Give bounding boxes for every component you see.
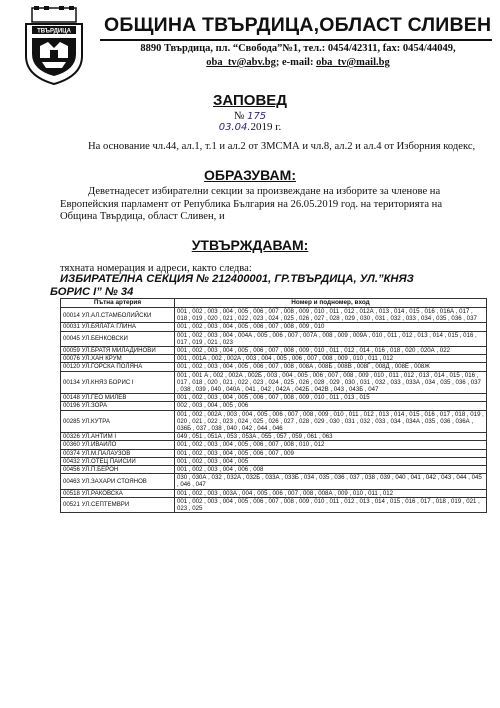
email-separator: ; e-mail:	[275, 57, 317, 68]
order-number-value: 175	[247, 111, 267, 122]
street-cell: 00521 УЛ.СЕПТЕМВРИ	[61, 497, 175, 512]
street-cell: 00456 УЛ.П.БЕРОН	[61, 466, 175, 474]
order-date	[0, 121, 500, 133]
street-cell: 00463 УЛ.ЗАХАРИ СТОЯНОВ	[61, 474, 175, 489]
street-cell: 00148 УЛ.ГЕО МИЛЕВ	[61, 394, 175, 402]
table-row	[61, 355, 487, 363]
street-cell: 00360 УЛ.ИВАЙЛО	[61, 441, 175, 449]
table-row	[61, 449, 487, 457]
table-row	[61, 308, 487, 323]
table-row	[61, 363, 487, 371]
table-row	[61, 441, 487, 449]
table-row	[61, 402, 487, 410]
numbers-cell: 001 , 002 , 003 , 003А , 004 , 005 , 006 , 007 , 008 , 008А , 009 , 010 , 011 , 012	[175, 489, 487, 497]
street-cell: 00059 УЛ.БРАТЯ МИЛАДИНОВИ	[61, 347, 175, 355]
svg-text:ТВЪРДИЦА: ТВЪРДИЦА	[37, 28, 71, 35]
streets-table	[60, 298, 487, 513]
order-date-suffix: 2019 г.	[250, 121, 282, 133]
numbers-cell: 001 , 002 , 003 , 004 , 005 , 006 , 007 , 008 , 009 , 010 , 011 , 012 , 012А , 013 , 014 , 015 , 016 , 016А , 017 , 018 , 019 , 020 , 021 , 022 , 023 , 024 , 025 , 026 , 027 , 028 , 029 , 030 , 031 , 032 , 033 , 034 , 035 , 036 , 037	[175, 308, 487, 323]
basis-paragraph: На основание чл.44, ал.1, т.1 и ал.2 от ЗМСМА и чл.8, ал.2 и ал.4 от Изборния кодекс,	[88, 141, 476, 152]
numbers-cell: 001 , 002 , 003 , 004 , 005 , 006 , 007 , 009	[175, 449, 487, 457]
table-row	[61, 489, 487, 497]
section-title-line2: БОРИС I” № 34	[50, 285, 134, 298]
section-title-line1: ИЗБИРАТЕЛНА СЕКЦИЯ № 212400001, ГР.ТВЪРДИЦА, УЛ.”КНЯЗ	[60, 273, 414, 285]
table-row	[61, 466, 487, 474]
col-numbers-header: Номер и подномер, вход	[175, 299, 487, 308]
street-cell: 00120 УЛ.ГОРСКА ПОЛЯНА	[61, 363, 175, 371]
intro-line: тяхната номерация и адреси, както следва:	[60, 263, 252, 274]
municipality-title: ОБЩИНА ТВЪРДИЦА,ОБЛАСТ СЛИВЕН	[104, 14, 492, 36]
street-cell: 00285 УЛ.КУТРА	[61, 410, 175, 433]
section-title	[50, 273, 490, 298]
header-address: 8890 Твърдица, пл. “Свобода”№1, тел.: 0454/42311, fax: 0454/44049,	[140, 43, 456, 54]
numbers-cell: 001 , 002 , 003 , 004 , 005 , 006 , 007 , 008 , 009 , 010 , 011 , 012 , 013 , 014 , 015 , 016 , 017 , 018 , 019 , 021 , 023 , 025	[175, 497, 487, 512]
col-street-header: Пътна артерия	[61, 299, 175, 308]
municipality-crest	[22, 6, 86, 86]
order-date-value: 03.04.	[218, 122, 251, 133]
street-cell: 00134 УЛ.КНЯЗ БОРИС I	[61, 371, 175, 394]
numbers-cell: 001 , 002 , 003 , 004 , 006 , 008	[175, 466, 487, 474]
order-title: ЗАПОВЕД	[212, 92, 287, 109]
street-cell: 00045 УЛ.БЕНКОВСКИ	[61, 331, 175, 346]
numbers-cell: 001 , 002 , 003 , 004 , 005 , 006 , 007 , 008 , 009 , 010	[175, 323, 487, 331]
street-cell: 00326 УЛ.АНТИМ I	[61, 433, 175, 441]
forms-paragraph: Деветнадесет избирателни секции за произвеждане на изборите за членове на Европейския парламент от Република България на 26.05.2019 год. на територията на Община Твърдица, област Сливен, и	[60, 186, 443, 222]
numbers-cell: 001 , 002 , 003 , 004 , 005 , 006 , 007 , 008 , 009 , 010 , 011 , 013 , 015	[175, 394, 487, 402]
street-cell: 00432 УЛ.ОТЕЦ ПАИСИЙ	[61, 457, 175, 465]
numbers-cell: 001 , 002 , 003 , 004 , 005 , 006 , 007 , 008 , 010 , 012	[175, 441, 487, 449]
table-row	[61, 347, 487, 355]
street-cell: 00196 УЛ.ЗОРА	[61, 402, 175, 410]
approve-heading: УТВЪРЖДАВАМ:	[191, 237, 309, 253]
forms-heading: ОБРАЗУВАМ:	[204, 167, 296, 183]
order-number-prefix: №	[233, 110, 248, 122]
table-row	[61, 371, 487, 394]
numbers-cell: 002 , 003 , 004 , 005 , 006	[175, 402, 487, 410]
table-row	[61, 433, 487, 441]
numbers-cell: 001 , 001А , 002 , 002А , 003 , 004 , 005 , 006 , 007 , 008 , 009 , 010 , 011 , 012	[175, 355, 487, 363]
street-cell: 00031 УЛ.БЯЛАТА ГЛИНА	[61, 323, 175, 331]
street-cell: 00374 УЛ.М.ПАЛАУЗОВ	[61, 449, 175, 457]
email-link-abv[interactable]: oba_tv@abv.bg	[206, 57, 276, 68]
numbers-cell: 001 , 001 А , 002 , 002А , 002Б , 003 , 004 , 005 , 006 , 007 , 008 , 009 , 010 , 011 , 012 , 013 , 014 , 015 , 016 , 017 , 018 , 020 , 021 , 022 , 023 , 024 , 025 , 026 , 028 , 029 , 030 , 031 , 032 , 033 , 033А , 034 , 035 , 036 , 037 , 038 , 039 , 040 , 040А , 041 , 042 , 042А , 042Б , 042В , 043 , 043Б , 047	[175, 371, 487, 394]
table-row	[61, 457, 487, 465]
street-cell: 00518 УЛ.РАКОВСКА	[61, 489, 175, 497]
header-emails	[102, 57, 494, 68]
numbers-cell: 049 , 051 , 051А , 053 , 053А , 055 , 057 , 059 , 061 , 063	[175, 433, 487, 441]
table-row	[61, 323, 487, 331]
numbers-cell: 001 , 002 , 002А , 003 , 004 , 005 , 006 , 007 , 008 , 009 , 010 , 011 , 012 , 013 , 014 , 015 , 016 , 017 , 018 , 019 , 020 , 021 , 022 , 023 , 024 , 025 , 026 , 027 , 028 , 029 , 030 , 031 , 032 , 033 , 034 , 034А , 035 , 036 , 036А , 036Б , 037 , 038 , 040 , 042 , 044 , 046	[175, 410, 487, 433]
numbers-cell: 030 , 030А , 032 , 032А , 032Б , 033А , 033Б , 034 , 035 , 036 , 037 , 038 , 039 , 040 , 041 , 042 , 043 , 044 , 045 , 046 , 047	[175, 474, 487, 489]
numbers-cell: 001 , 002 , 003 , 004 , 004А , 005 , 006 , 007 , 007А , 008 , 009 , 009А , 010 , 011 , 012 , 013 , 014 , 015 , 016 , 017 , 019 , 021 , 023	[175, 331, 487, 346]
numbers-cell: 001 , 002 , 003 , 004 , 005	[175, 457, 487, 465]
table-row	[61, 394, 487, 402]
table-row	[61, 497, 487, 512]
header-rule	[100, 39, 492, 41]
table-row	[61, 331, 487, 346]
table-row	[61, 474, 487, 489]
street-cell: 00076 УЛ.ХАН КРУМ	[61, 355, 175, 363]
numbers-cell: 001 , 002 , 003 , 004 , 005 , 006 , 007 , 008 , 009 , 010 , 011 , 012 , 014 , 016 , 018 , 020 , 020А , 022	[175, 347, 487, 355]
table-row	[61, 410, 487, 433]
table-header-row	[61, 299, 487, 308]
street-cell: 00014 УЛ.АЛ.СТАМБОЛИЙСКИ	[61, 308, 175, 323]
numbers-cell: 001 , 002 , 003 , 004 , 005 , 006 , 007 , 008 , 008А , 008Б , 008В , 008Г , 008Д , 008Е , 008Ж	[175, 363, 487, 371]
email-link-mail[interactable]: oba_tv@mail.bg	[316, 57, 390, 68]
